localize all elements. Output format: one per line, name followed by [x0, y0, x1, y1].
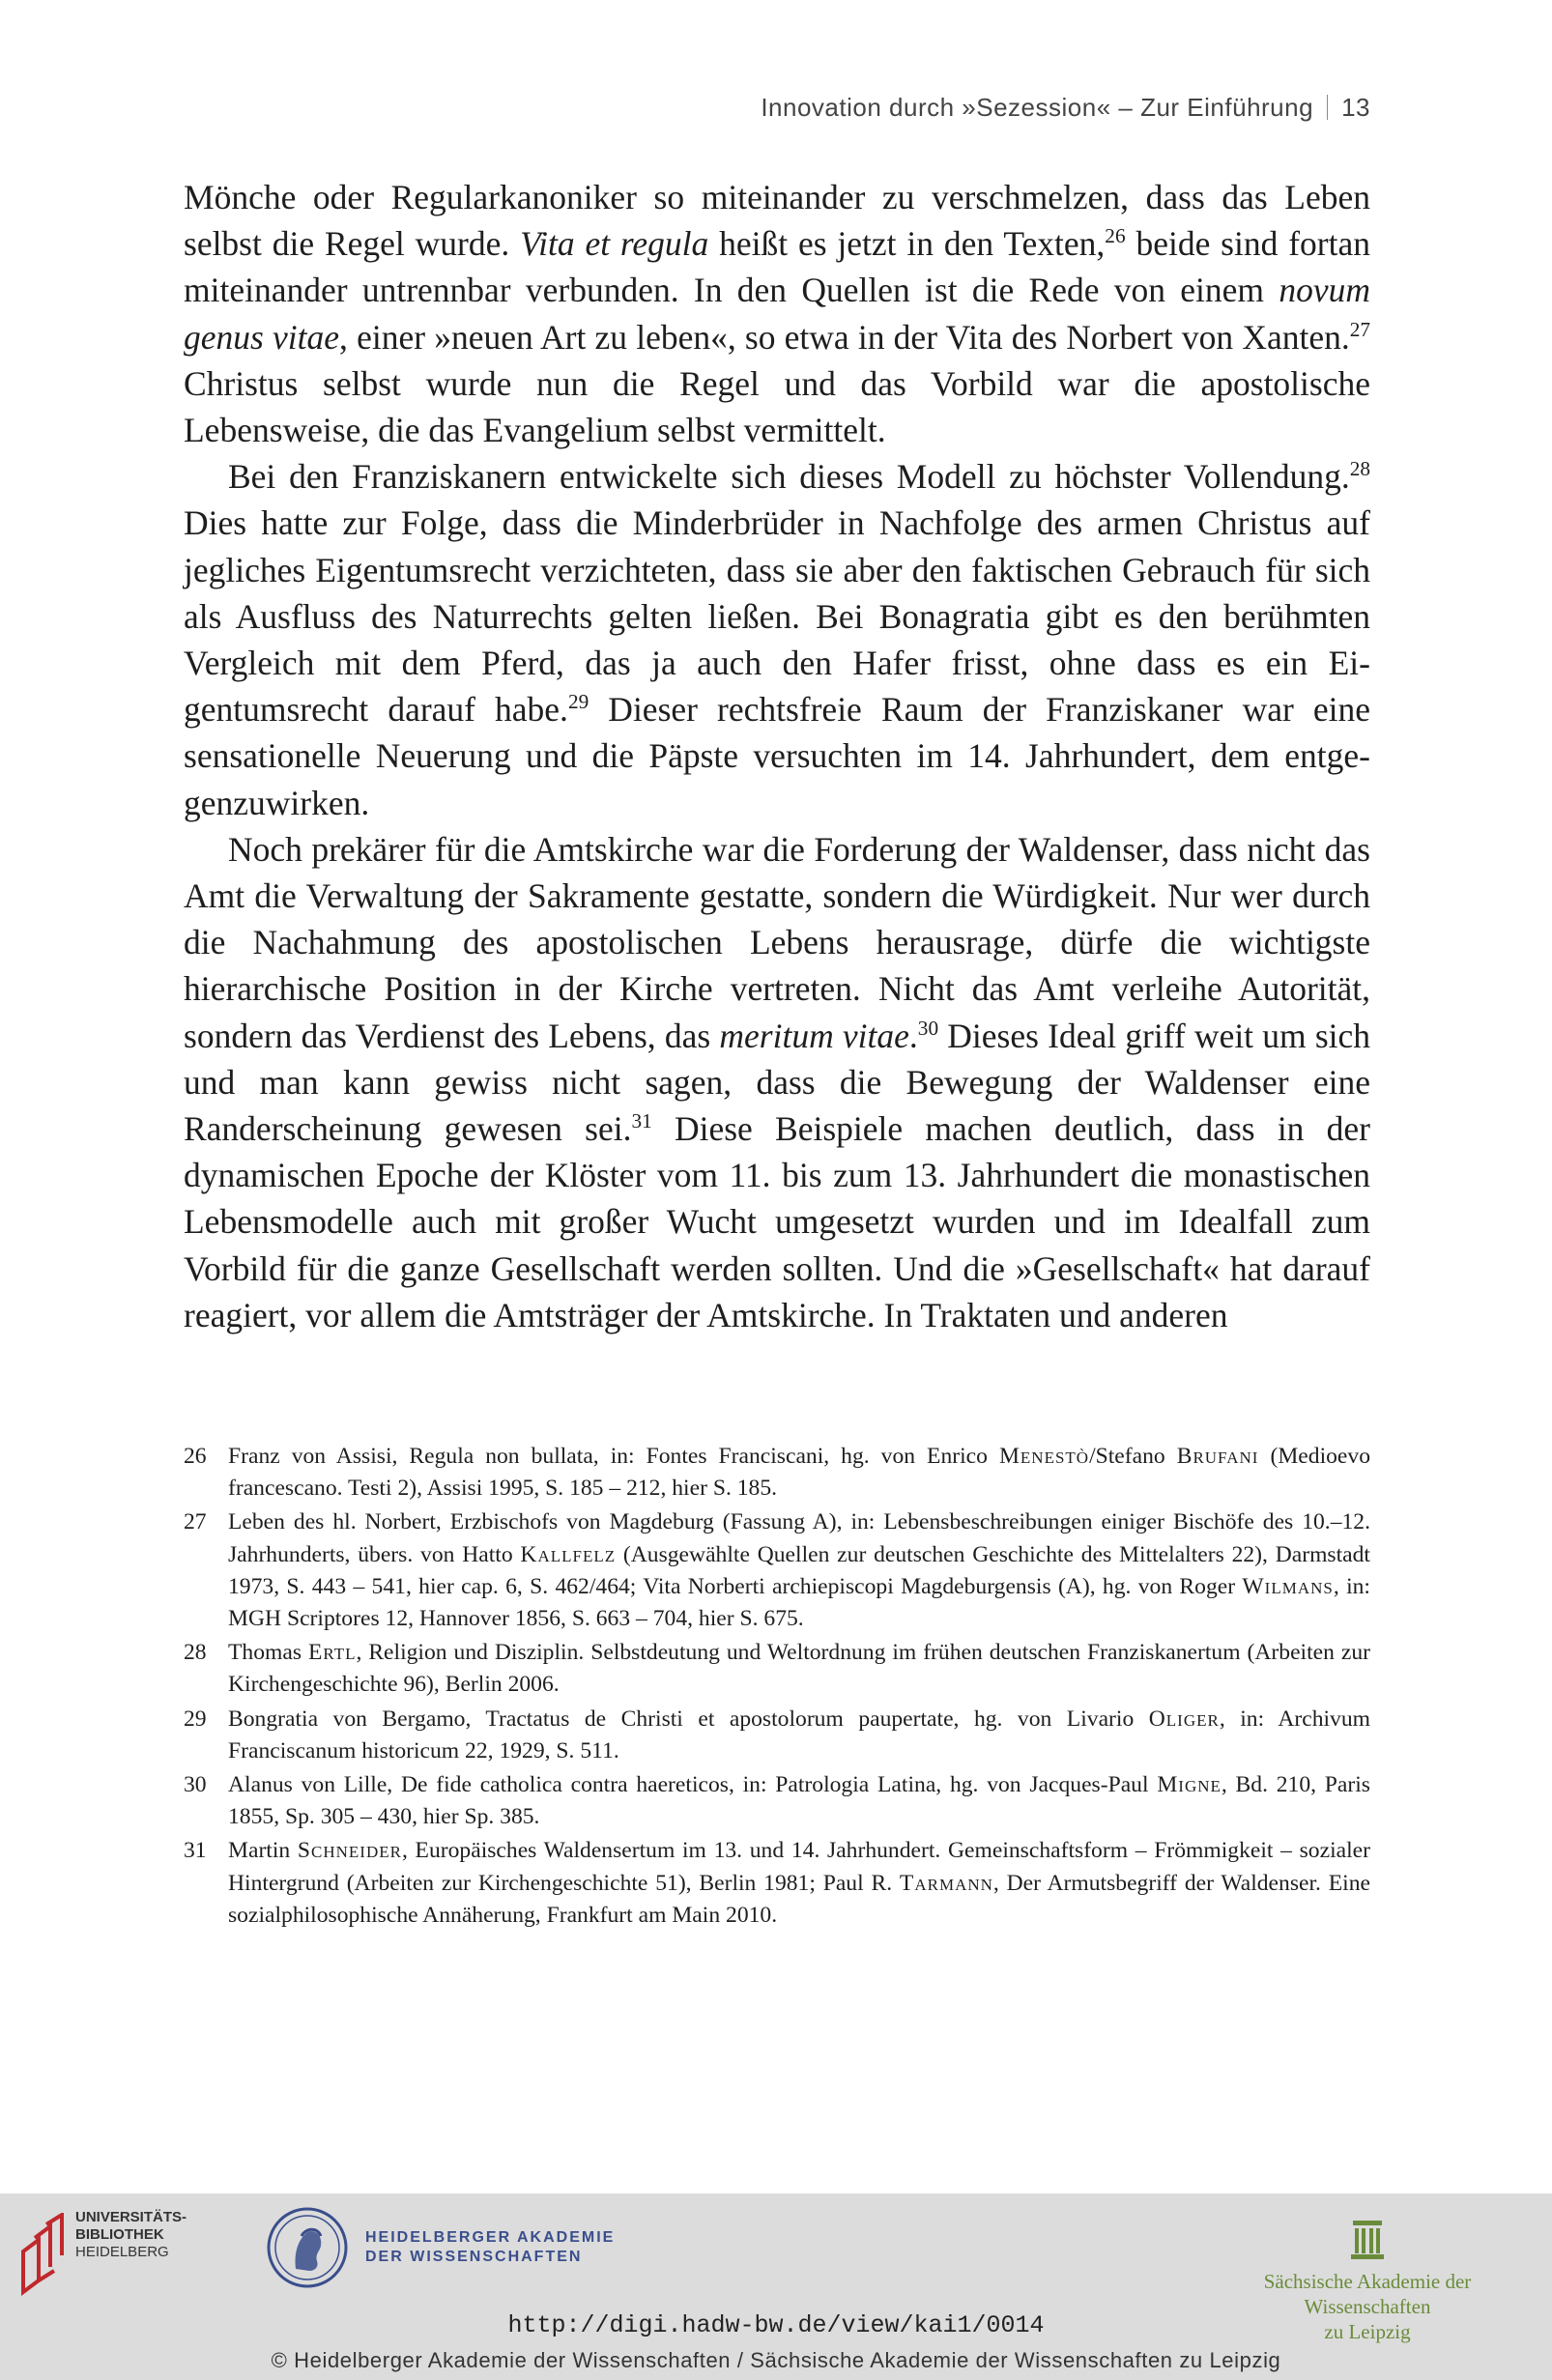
saxon-academy-building-icon[interactable] — [1351, 2217, 1384, 2259]
author-name: Schneider — [297, 1838, 402, 1864]
footnote-text: Franz von Assisi, Regula non bullata, in: Fontes Franciscani, hg. von Enrico — [228, 1444, 999, 1469]
author-name: Menestò — [998, 1444, 1090, 1469]
text-run: beide sind fortan miteinander untrennbar verbunden. In den Quellen ist die Rede von einem — [184, 224, 1370, 310]
footnote-ref-27[interactable]: 27 — [1349, 317, 1371, 341]
header-divider — [1327, 95, 1328, 120]
paragraph-1 — [184, 174, 1370, 453]
text-run: Noch prekärer für die Amtskirche war die Forderung der Waldenser, dass nicht das Amt die Verwaltung der Sakramente gestatte, sondern die Würdigkeit. Nur wer durch die Nachahmung des apostolischen Lebens herausrage, dürfe die wichtigste hierarchische Position in der Kirche vertreten. Nicht das Amt verleihe Autorität, sondern das Verdienst des Lebens, das — [184, 829, 1370, 1055]
footnote-text: (Ausgewählte Quellen zur deutschen Geschichte des Mittelalters 22), Darmstadt 1973, S. 443 – 541, hier cap. 6, S. 462/464; Vita Norberti archiepiscopi Magdeburgensis (A), hg. von Roger — [228, 1541, 1370, 1599]
text-run: . — [908, 1016, 918, 1055]
paragraph-2 — [184, 453, 1370, 826]
footnote-text: Alanus von Lille, De fide catholica contra haereticos, in: Patrologia Latina, hg. von Jacques-Paul — [228, 1772, 1158, 1798]
footnote-text: , Religion und Disziplin. Selbstdeutung und Weltordnung im frühen deutschen Franziskanertum (Arbeiten zur Kirchengeschichte 96), Berlin 2006. — [228, 1640, 1370, 1698]
text-run: , einer »neuen Art zu leben«, so etwa in der Vita des Norbert von Xanten. — [339, 317, 1350, 357]
footnote-text: Leben des hl. Norbert, Erzbischofs von Magdeburg (Fassung A), in: Lebensbeschreibungen einiger Bischöfe des 10.–12. Jahrhunderts, übers. von Hatto — [228, 1509, 1370, 1567]
footnote-number: 31 — [184, 1838, 207, 1864]
footnote-ref-28[interactable]: 28 — [1349, 457, 1370, 481]
footnote-number: 26 — [184, 1444, 207, 1469]
footnote-text: (Medioevo francescano. Testi 2), Assisi 1995, S. 185 – 212, hier S. 185. — [228, 1444, 1370, 1502]
permalink-url[interactable]: http://digi.hadw-bw.de/view/kai1/0014 — [507, 2311, 1045, 2339]
page-number: 13 — [1341, 93, 1370, 122]
author-name: Ertl — [307, 1640, 357, 1666]
footnote-text: Bongratia von Bergamo, Tractatus de Christi et apostolorum paupertate, hg. von Livario — [228, 1706, 1149, 1732]
author-name: Oliger — [1148, 1706, 1220, 1732]
running-title: Innovation durch »Sezession« – Zur Einführung — [761, 93, 1314, 122]
university-library-name — [75, 2209, 187, 2261]
footnote-ref-30[interactable]: 30 — [917, 1016, 939, 1040]
main-text — [184, 174, 1370, 1338]
text-run: Dieses Ideal griff weit um sich und man kann gewiss nicht sagen, dass die Bewegung der Waldenser eine Randerscheinung gewesen sei. — [184, 1016, 1371, 1149]
hadw-line: DER WISSENSCHAFTEN — [365, 2249, 583, 2265]
footnote-26 — [184, 1441, 1370, 1505]
digitization-footer — [0, 2194, 1552, 2380]
footnote-ref-29[interactable]: 29 — [567, 690, 589, 714]
author-name: Wilmans — [1242, 1573, 1334, 1599]
footnote-31 — [184, 1835, 1370, 1932]
academy-seal-icon[interactable] — [267, 2207, 348, 2288]
footnote-27 — [184, 1506, 1370, 1635]
footnote-number: 27 — [184, 1509, 207, 1535]
author-name: Tarmann — [899, 1870, 993, 1896]
footnote-text: , in: Archivum Franciscanum historicum 22, 1929, S. 511. — [228, 1706, 1370, 1763]
footnote-number: 30 — [184, 1772, 207, 1798]
footnote-28 — [184, 1637, 1370, 1701]
italic-term: novum genus vitae — [184, 271, 1370, 357]
footnote-text: Martin — [228, 1838, 298, 1864]
footnote-30 — [184, 1769, 1370, 1833]
footnote-ref-31[interactable]: 31 — [631, 1108, 652, 1133]
footnote-text: , Bd. 210, Paris 1855, Sp. 305 – 430, hier Sp. 385. — [228, 1772, 1370, 1830]
footnotes — [184, 1441, 1370, 1934]
text-run: Dies hatte zur Folge, dass die Minderbrüder in Nachfolge des armen Christus auf jegliches Eigentumsrecht verzichteten, dass sie aber den faktischen Gebrauch für sich als Ausfluss des Naturrechts gelten ließen. Bei Bonagratia gibt es den berühmten Vergleich mit dem Pferd, das ja auch den Hafer frisst, ohne dass es ein Eigentumsrecht darauf habe. — [184, 503, 1370, 730]
saw-line: Sächsische Akademie der Wissenschaften — [1263, 2270, 1472, 2318]
footnote-number: 28 — [184, 1640, 207, 1666]
text-run: heißt es jetzt in den Texten, — [708, 224, 1106, 264]
running-header — [184, 93, 1370, 123]
author-name: Migne — [1157, 1772, 1221, 1798]
text-run: Christus selbst wurde nun die Regel und das Vorbild war die apostolische Lebensweise, die das Evangelium selbst vermittelt. — [184, 363, 1370, 450]
author-name: Kallfelz — [520, 1541, 617, 1567]
footnote-text: /Stefano — [1089, 1444, 1177, 1469]
hadw-line: HEIDELBERGER AKADEMIE — [365, 2229, 616, 2246]
footnote-text: , Europäisches Waldensertum im 13. und 14. Jahrhundert. Gemeinschaftsform – Frömmigkeit – sozialer Hintergrund (Arbeiten zur Kirchengeschichte 51), Berlin 1981; Paul R. — [228, 1838, 1370, 1896]
ub-line: UNIVERSITÄTS- — [75, 2209, 187, 2225]
text-run: Dieser rechtsfreie Raum der Franziskaner war eine sensationelle Neuerung und die Päpste versuchten im 14. Jahrhundert, dem entgegenzuwirken. — [184, 690, 1370, 822]
copyright-notice: © Heidelberger Akademie der Wissenschaften / Sächsische Akademie der Wissenschaften zu Leipzig — [271, 2348, 1281, 2372]
author-name: Brufani — [1176, 1444, 1259, 1469]
footnote-text: , Der Armutsbegriff der Waldenser. Eine sozialphilosophische Annäherung, Frankfurt am Main 2010. — [228, 1870, 1370, 1928]
paragraph-3 — [184, 826, 1370, 1338]
text-run: Mönche oder Regularkanoniker so miteinander zu verschmelzen, dass das Leben selbst die Regel wurde. — [184, 178, 1370, 264]
footnote-29 — [184, 1704, 1370, 1767]
footnote-text: , in: MGH Scriptores 12, Hannover 1856, S. 663 – 704, hier S. 675. — [228, 1573, 1370, 1632]
italic-term: meritum vitae — [719, 1016, 909, 1055]
footnote-ref-26[interactable]: 26 — [1105, 224, 1126, 247]
text-run: Bei den Franziskanern entwickelte sich dieses Modell zu höchster Vollendung. — [228, 457, 1350, 497]
footnote-number: 29 — [184, 1706, 207, 1732]
saw-line: zu Leipzig — [1324, 2320, 1411, 2343]
text-run: Diese Beispiele machen deutlich, dass in der dynamischen Epoche der Klöster vom 11. bis zum 13. Jahrhundert die monastischen Lebensmodelle auch mit großer Wucht umgesetzt wurden und im Idealfall zum Vorbild für die ganze Gesellschaft werden sollten. Und die »Gesellschaft« hat darauf reagiert, vor allem die Amtsträger der Amtskirche. In Traktaten und anderen — [184, 1109, 1370, 1334]
heidelberg-academy-name — [365, 2228, 615, 2267]
italic-term: Vita et regula — [520, 224, 709, 264]
ub-line: HEIDELBERG — [75, 2244, 169, 2260]
ub-line: BIBLIOTHEK — [75, 2226, 164, 2243]
footnote-text: Thomas — [228, 1640, 308, 1666]
